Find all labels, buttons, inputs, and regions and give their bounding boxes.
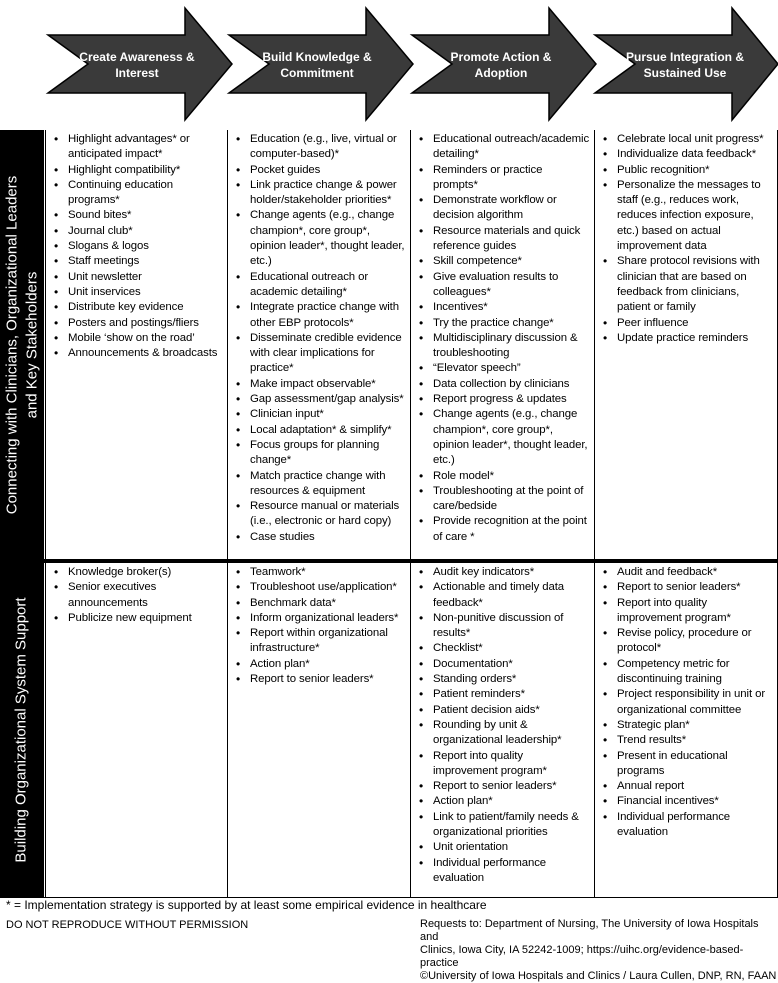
strategy-item: • Patient decision aids*: [417, 703, 590, 718]
phase-title-line: Sustained Use: [643, 66, 727, 80]
strategy-item: • Posters and postings/fliers: [52, 316, 223, 331]
strategy-list: [417, 132, 590, 545]
strategy-item: • Educational outreach/academic detailing*: [417, 132, 590, 163]
strategy-item: • Present in educational programs: [601, 749, 773, 780]
strategy-item: • Mobile ‘show on the road’: [52, 331, 223, 346]
strategy-item: • Knowledge broker(s): [52, 565, 223, 580]
strategy-item: • Case studies: [234, 530, 406, 545]
strategy-item: • Highlight compatibility*: [52, 163, 223, 178]
strategy-item: • Action plan*: [417, 794, 590, 809]
strategy-item: • Publicize new equipment: [52, 611, 223, 626]
credits-line: Requests to: Department of Nursing, The University of Iowa Hospitals and: [420, 918, 759, 943]
strategy-item: • Try the practice change*: [417, 316, 590, 331]
strategy-item: • Celebrate local unit progress*: [601, 132, 773, 147]
strategy-item: • Individual performance evaluation: [417, 856, 590, 887]
strategy-item: • “Elevator speech”: [417, 361, 590, 376]
cell-connecting-integration: [594, 130, 777, 559]
row-label-line: Building Organizational System Support: [13, 597, 30, 863]
strategy-item: • Annual report: [601, 779, 773, 794]
strategy-item: • Project responsibility in unit or organizational committee: [601, 687, 773, 718]
row-label-line: Connecting with Clinicians, Organizational Leaders: [3, 175, 20, 514]
phase-title-line: Interest: [115, 66, 159, 80]
phase-title-line: Commitment: [280, 66, 354, 80]
strategy-item: • Disseminate credible evidence with clear implications for practice*: [234, 331, 406, 377]
cell-connecting-knowledge: [227, 130, 410, 559]
credits-line: ©University of Iowa Hospitals and Clinics / Laura Cullen, DNP, RN, FAAN: [420, 970, 777, 982]
strategy-item: • Report within organizational infrastructure*: [234, 626, 406, 657]
phase-label-action: [442, 37, 560, 93]
strategy-item: • Personalize the messages to staff (e.g., reduces work, reduces infection exposure, etc.) based on actual improvement data: [601, 178, 773, 254]
strategy-item: • Documentation*: [417, 657, 590, 672]
strategy-item: • Individualize data feedback*: [601, 147, 773, 162]
strategy-item: • Give evaluation results to colleagues*: [417, 270, 590, 301]
strategy-item: • Change agents (e.g., change champion*, core group*, opinion leader*, thought leader, etc.): [234, 208, 406, 269]
strategy-item: • Troubleshoot use/application*: [234, 580, 406, 595]
strategy-item: • Distribute key evidence: [52, 300, 223, 315]
strategy-item: • Report to senior leaders*: [234, 672, 406, 687]
strategy-item: • Skill competence*: [417, 254, 590, 269]
strategy-item: • Report into quality improvement program*: [601, 596, 773, 627]
strategy-item: • Standing orders*: [417, 672, 590, 687]
phase-title-line: Promote Action &: [450, 50, 552, 64]
strategy-list: [417, 565, 590, 886]
strategy-item: • Slogans & logos: [52, 239, 223, 254]
phase-title-line: Pursue Integration &: [625, 50, 744, 64]
strategy-item: • Share protocol revisions with clinician that are based on feedback from clinicians, patient or family: [601, 254, 773, 315]
strategy-item: • Non-punitive discussion of results*: [417, 611, 590, 642]
phase-title-line: Adoption: [474, 66, 528, 80]
strategy-item: • Education (e.g., live, virtual or computer-based)*: [234, 132, 406, 163]
strategy-item: • Incentives*: [417, 300, 590, 315]
strategy-item: • Link practice change & power holder/stakeholder priorities*: [234, 178, 406, 209]
strategy-item: • Rounding by unit & organizational leadership*: [417, 718, 590, 749]
row-label-connecting: [0, 130, 44, 559]
cell-building-awareness: [45, 563, 227, 897]
strategy-item: • Senior executives announcements: [52, 580, 223, 611]
strategy-list: [52, 132, 223, 361]
phase-title-line: Build Knowledge &: [262, 50, 372, 64]
strategy-item: • Unit orientation: [417, 840, 590, 855]
strategy-item: • Change agents (e.g., change champion*, core group*, opinion leader*, thought leader, etc.): [417, 407, 590, 468]
strategy-item: • Report into quality improvement program*: [417, 749, 590, 780]
strategy-item: • Checklist*: [417, 641, 590, 656]
strategy-item: • Gap assessment/gap analysis*: [234, 392, 406, 407]
cell-building-integration: [594, 563, 777, 897]
strategy-item: • Benchmark data*: [234, 596, 406, 611]
strategy-item: • Report to senior leaders*: [601, 580, 773, 595]
strategy-item: • Pocket guides: [234, 163, 406, 178]
strategy-item: • Demonstrate workflow or decision algorithm: [417, 193, 590, 224]
strategy-item: • Report progress & updates: [417, 392, 590, 407]
row-label-line: and Key Stakeholders: [23, 271, 40, 418]
cell-connecting-awareness: [45, 130, 227, 559]
strategy-item: • Local adaptation* & simplify*: [234, 423, 406, 438]
strategy-list: [601, 132, 773, 346]
strategy-item: • Teamwork*: [234, 565, 406, 580]
strategy-item: • Actionable and timely data feedback*: [417, 580, 590, 611]
strategy-item: • Highlight advantages* or anticipated impact*: [52, 132, 223, 163]
strategy-item: • Sound bites*: [52, 208, 223, 223]
strategy-item: • Data collection by clinicians: [417, 377, 590, 392]
strategy-item: • Match practice change with resources & equipment: [234, 469, 406, 500]
cell-building-knowledge: [227, 563, 410, 897]
strategy-item: • Focus groups for planning change*: [234, 438, 406, 469]
strategy-item: • Financial incentives*: [601, 794, 773, 809]
phase-label-awareness: [78, 37, 196, 93]
strategy-item: • Multidisciplinary discussion & troubleshooting: [417, 331, 590, 362]
strategy-item: • Strategic plan*: [601, 718, 773, 733]
strategy-item: • Continuing education programs*: [52, 178, 223, 209]
strategy-item: • Reminders or practice prompts*: [417, 163, 590, 194]
row-label-building: [0, 563, 44, 897]
strategy-item: • Patient reminders*: [417, 687, 590, 702]
strategy-item: • Journal club*: [52, 224, 223, 239]
strategy-item: • Resource materials and quick reference guides: [417, 224, 590, 255]
strategy-item: • Make impact observable*: [234, 377, 406, 392]
cell-building-action: [410, 563, 594, 897]
strategy-list: [234, 132, 406, 545]
strategy-item: • Revise policy, procedure or protocol*: [601, 626, 773, 657]
strategy-list: [601, 565, 773, 840]
strategy-item: • Educational outreach or academic detailing*: [234, 270, 406, 301]
strategy-item: • Role model*: [417, 469, 590, 484]
strategy-item: • Audit key indicators*: [417, 565, 590, 580]
strategy-item: • Audit and feedback*: [601, 565, 773, 580]
strategy-item: • Report to senior leaders*: [417, 779, 590, 794]
strategy-item: • Resource manual or materials (i.e., electronic or hard copy): [234, 499, 406, 530]
credits-block: [420, 918, 778, 983]
credits-line: Clinics, Iowa City, IA 52242-1009; https://uihc.org/evidence-based-practice: [420, 944, 744, 969]
strategy-item: • Inform organizational leaders*: [234, 611, 406, 626]
strategy-item: • Competency metric for discontinuing training: [601, 657, 773, 688]
evidence-footnote: * = Implementation strategy is supported by at least some empirical evidence in healthcare: [6, 898, 487, 912]
strategy-item: • Clinician input*: [234, 407, 406, 422]
strategy-item: • Unit newsletter: [52, 270, 223, 285]
strategy-list: [234, 565, 406, 687]
strategy-item: • Staff meetings: [52, 254, 223, 269]
cell-connecting-action: [410, 130, 594, 559]
strategy-item: • Update practice reminders: [601, 331, 773, 346]
strategy-item: • Integrate practice change with other EBP protocols*: [234, 300, 406, 331]
strategy-item: • Individual performance evaluation: [601, 810, 773, 841]
phase-label-knowledge: [258, 37, 376, 93]
strategy-item: • Announcements & broadcasts: [52, 346, 223, 361]
strategy-item: • Public recognition*: [601, 163, 773, 178]
strategy-list: [52, 565, 223, 626]
strategy-item: • Unit inservices: [52, 285, 223, 300]
strategy-item: • Trend results*: [601, 733, 773, 748]
permission-notice: DO NOT REPRODUCE WITHOUT PERMISSION: [6, 919, 249, 931]
strategy-item: • Link to patient/family needs & organizational priorities: [417, 810, 590, 841]
strategy-item: • Provide recognition at the point of care *: [417, 514, 590, 545]
phase-title-line: Create Awareness &: [79, 50, 195, 64]
strategy-item: • Action plan*: [234, 657, 406, 672]
strategy-item: • Troubleshooting at the point of care/bedside: [417, 484, 590, 515]
strategy-item: • Peer influence: [601, 316, 773, 331]
phase-label-integration: [624, 37, 746, 93]
